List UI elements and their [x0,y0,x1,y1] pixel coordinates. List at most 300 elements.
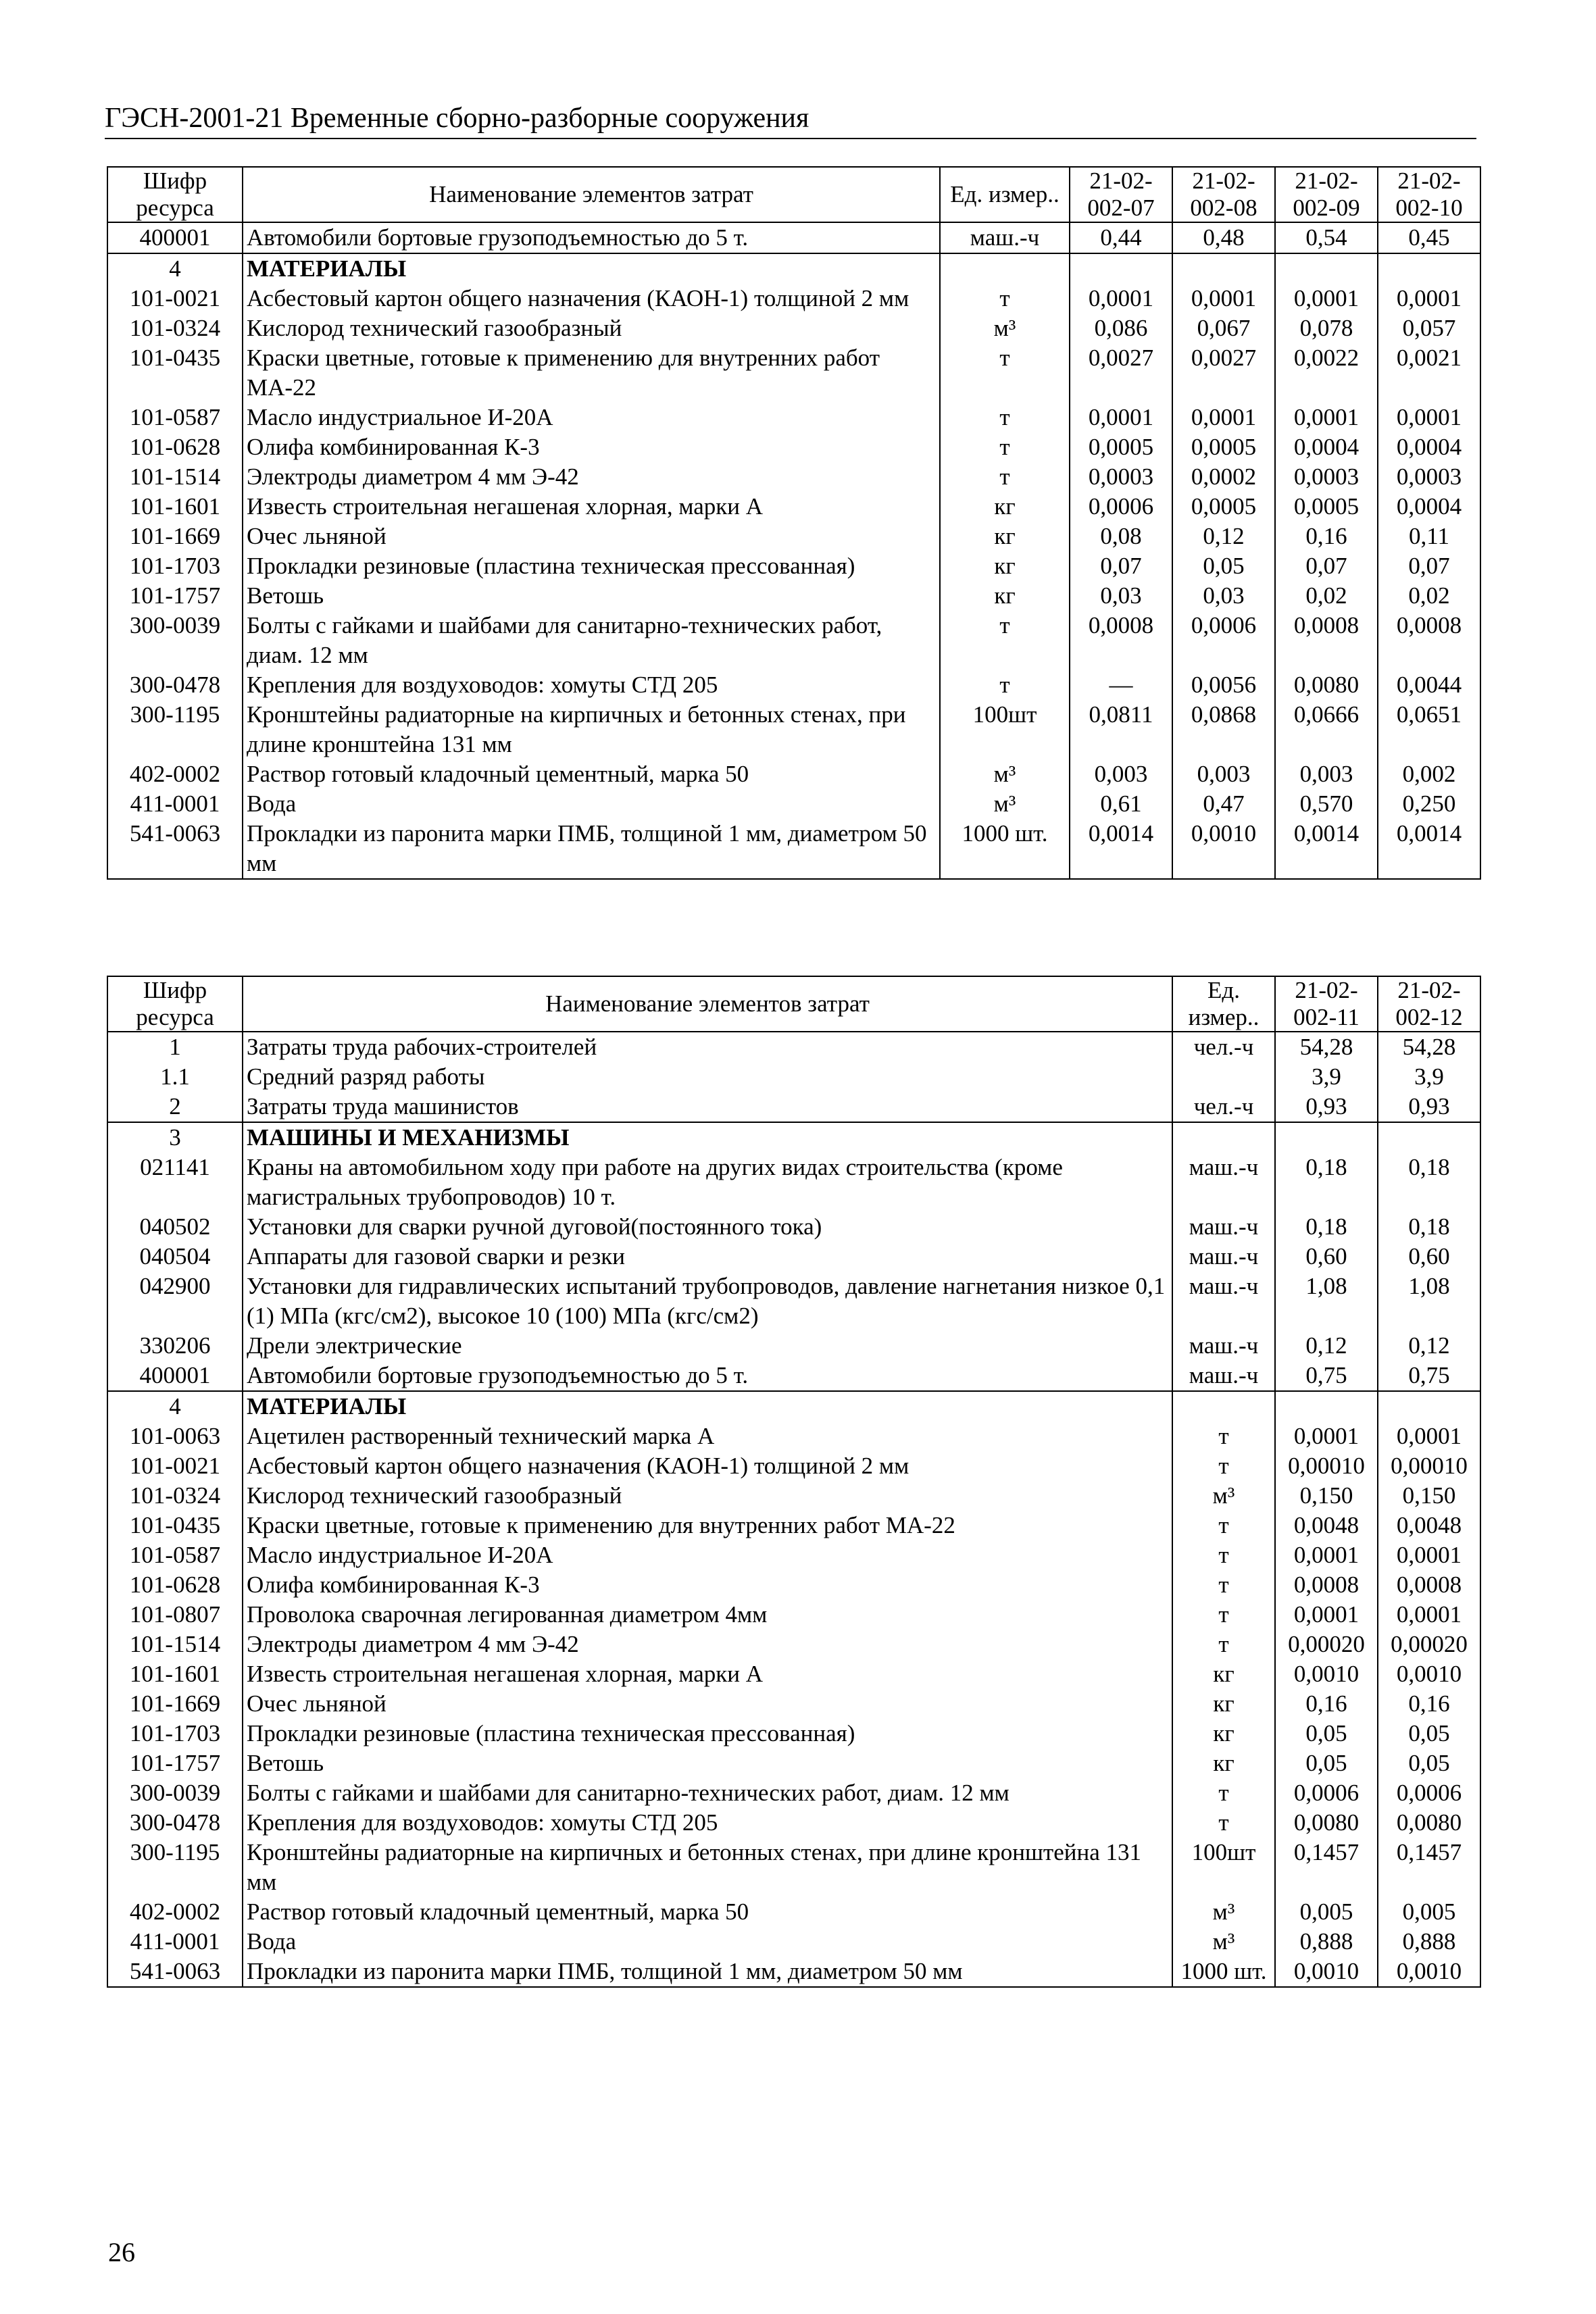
resource-name: Олифа комбинированная К-3 [243,432,940,462]
value-cell: 0,250 [1378,789,1480,819]
resource-code: 400001 [107,222,243,253]
table-row [107,1511,1480,1540]
table-row [107,1153,1480,1212]
unit-cell: м³ [940,789,1070,819]
table-row [107,1927,1480,1957]
value-cell: 0,48 [1172,222,1275,253]
resource-code: 411-0001 [107,789,243,819]
table-row [107,1570,1480,1600]
resource-name: Ветошь [243,1749,1172,1778]
value-cell [1378,253,1480,284]
resource-name: Вода [243,789,940,819]
value-cell: 0,0001 [1172,403,1275,432]
value-cell: 0,18 [1275,1153,1378,1212]
section-row [107,253,1480,284]
value-cell: 0,0008 [1378,1570,1480,1600]
resource-code: 101-0324 [107,1481,243,1511]
value-cell: 1,08 [1275,1272,1378,1331]
resource-code: 400001 [107,1361,243,1391]
value-cell: 0,0008 [1275,611,1378,670]
page-number: 26 [108,2237,135,2267]
resource-code: 101-0587 [107,1540,243,1570]
unit-cell: маш.-ч [1172,1242,1275,1272]
unit-cell: маш.-ч [1172,1361,1275,1391]
unit-cell: маш.-ч [1172,1153,1275,1212]
value-cell: 0,067 [1172,313,1275,343]
value-cell: 0,0010 [1378,1659,1480,1689]
resource-code: 101-0628 [107,432,243,462]
value-cell: 0,0006 [1378,1778,1480,1808]
value-cell: 0,0004 [1275,432,1378,462]
value-cell: 0,12 [1275,1331,1378,1361]
cost-table-1 [107,166,1481,880]
resource-code: 541-0063 [107,819,243,879]
table-row [107,551,1480,581]
value-cell: 0,0008 [1275,1570,1378,1600]
table-row [107,700,1480,759]
value-cell: 0,05 [1275,1719,1378,1749]
unit-cell: т [940,670,1070,700]
value-cell: 0,75 [1378,1361,1480,1391]
value-cell: — [1070,670,1172,700]
value-cell: 0,0006 [1172,611,1275,670]
value-cell: 0,18 [1378,1153,1480,1212]
resource-name: Асбестовый картон общего назначения (КАОН-1) толщиной 2 мм [243,1451,1172,1481]
table-row [107,1540,1480,1570]
resource-name: Прокладки резиновые (пластина техническая прессованная) [243,551,940,581]
resource-name: Вода [243,1927,1172,1957]
section-row [107,1391,1480,1422]
value-cell [1275,1391,1378,1422]
value-cell: 0,16 [1275,1689,1378,1719]
unit-cell: кг [1172,1719,1275,1749]
value-cell: 0,0003 [1275,462,1378,492]
value-cell: 0,05 [1172,551,1275,581]
value-cell: 0,07 [1070,551,1172,581]
value-cell: 0,00010 [1378,1451,1480,1481]
unit-cell: маш.-ч [1172,1331,1275,1361]
table-row [107,1659,1480,1689]
value-cell: 0,45 [1378,222,1480,253]
value-cell: 0,570 [1275,789,1378,819]
value-cell: 0,0001 [1070,403,1172,432]
resource-code: 101-1703 [107,1719,243,1749]
value-cell: 1,08 [1378,1272,1480,1331]
value-cell: 0,0006 [1275,1778,1378,1808]
unit-cell [1172,1062,1275,1092]
value-cell: 0,0666 [1275,700,1378,759]
resource-code: 040502 [107,1212,243,1242]
unit-cell: м³ [940,313,1070,343]
unit-cell: кг [1172,1659,1275,1689]
col-header-unit: Ед. измер.. [940,167,1070,222]
table-row [107,1481,1480,1511]
value-cell: 0,005 [1275,1897,1378,1927]
value-cell [1172,253,1275,284]
resource-name: Прокладки резиновые (пластина техническая прессованная) [243,1719,1172,1749]
unit-cell: м³ [1172,1927,1275,1957]
col-header-c1: 21-02-002-07 [1070,167,1172,222]
resource-name: Установки для сварки ручной дуговой(постоянного тока) [243,1212,1172,1242]
value-cell: 0,00020 [1378,1630,1480,1659]
unit-cell: кг [940,522,1070,551]
unit-cell: кг [940,551,1070,581]
resource-code: 300-1195 [107,700,243,759]
value-cell: 0,0004 [1378,492,1480,522]
resource-code: 101-0324 [107,313,243,343]
value-cell: 0,0021 [1378,343,1480,403]
value-cell: 0,05 [1378,1719,1480,1749]
value-cell: 54,28 [1378,1032,1480,1062]
table-row [107,403,1480,432]
value-cell: 0,02 [1275,581,1378,611]
col-header-unit: Ед. измер.. [1172,976,1275,1032]
value-cell: 0,0003 [1070,462,1172,492]
table-row [107,343,1480,403]
resource-name: Проволока сварочная легированная диаметром 4мм [243,1600,1172,1630]
resource-code: 101-1669 [107,522,243,551]
resource-name: Краски цветные, готовые к применению для внутренних работ МА-22 [243,1511,1172,1540]
resource-name: Электроды диаметром 4 мм Э-42 [243,1630,1172,1659]
unit-cell: 1000 шт. [940,819,1070,879]
value-cell: 0,0080 [1275,670,1378,700]
resource-code: 300-1195 [107,1838,243,1897]
resource-code: 101-1514 [107,462,243,492]
value-cell: 0,11 [1378,522,1480,551]
unit-cell: т [940,432,1070,462]
value-cell: 0,0001 [1378,1422,1480,1451]
unit-cell: т [1172,1630,1275,1659]
value-cell: 0,0014 [1378,819,1480,879]
resource-name: Электроды диаметром 4 мм Э-42 [243,462,940,492]
value-cell: 0,93 [1378,1092,1480,1122]
value-cell: 0,0080 [1378,1808,1480,1838]
resource-name: Краски цветные, готовые к применению для внутренних работ МА-22 [243,343,940,403]
table-row [107,284,1480,313]
value-cell: 0,0001 [1275,284,1378,313]
resource-name: Кронштейны радиаторные на кирпичных и бетонных стенах, при длине кронштейна 131 мм [243,1838,1172,1897]
resource-name: Олифа комбинированная К-3 [243,1570,1172,1600]
value-cell: 54,28 [1275,1032,1378,1062]
value-cell [1378,1122,1480,1153]
value-cell: 0,0005 [1172,432,1275,462]
unit-cell: т [940,462,1070,492]
value-cell: 0,0010 [1172,819,1275,879]
value-cell: 0,47 [1172,789,1275,819]
value-cell: 0,086 [1070,313,1172,343]
value-cell: 0,61 [1070,789,1172,819]
unit-cell: кг [940,581,1070,611]
resource-name: Масло индустриальное И-20А [243,403,940,432]
resource-name: Кислород технический газообразный [243,313,940,343]
resource-code: 300-0039 [107,611,243,670]
unit-cell: т [1172,1778,1275,1808]
value-cell: 0,003 [1172,759,1275,789]
col-header-code: Шифр ресурса [107,976,243,1032]
value-cell: 0,0010 [1275,1957,1378,1987]
resource-code: 101-0807 [107,1600,243,1630]
value-cell: 0,0001 [1070,284,1172,313]
unit-cell [940,253,1070,284]
table-row [107,1897,1480,1927]
value-cell: 0,07 [1378,551,1480,581]
unit-cell: маш.-ч [1172,1272,1275,1331]
value-cell: 0,002 [1378,759,1480,789]
value-cell: 0,0048 [1378,1511,1480,1540]
value-cell: 0,00010 [1275,1451,1378,1481]
value-cell: 0,0027 [1172,343,1275,403]
unit-cell: т [1172,1600,1275,1630]
value-cell: 0,0010 [1378,1957,1480,1987]
table-row [107,1451,1480,1481]
resource-name: Краны на автомобильном ходу при работе на других видах строительства (кроме магистральных трубопроводов) 10 т. [243,1153,1172,1212]
value-cell: 0,003 [1070,759,1172,789]
value-cell: 0,18 [1378,1212,1480,1242]
value-cell: 0,0005 [1172,492,1275,522]
value-cell: 0,05 [1275,1749,1378,1778]
resource-code: 2 [107,1092,243,1122]
table-row [107,1689,1480,1719]
resource-name: Очес льняной [243,522,940,551]
value-cell: 0,0044 [1378,670,1480,700]
page-header [105,101,1476,139]
table-row [107,432,1480,462]
value-cell: 0,0651 [1378,700,1480,759]
unit-cell: 100шт [1172,1838,1275,1897]
resource-code: 101-1757 [107,581,243,611]
table-row [107,1032,1480,1062]
unit-cell: т [1172,1422,1275,1451]
table-row [107,1062,1480,1092]
resource-code: 300-0478 [107,670,243,700]
resource-name: Дрели электрические [243,1331,1172,1361]
resource-name: Прокладки из паронита марки ПМБ, толщиной 1 мм, диаметром 50 мм [243,819,940,879]
resource-code: 101-0063 [107,1422,243,1451]
value-cell: 0,03 [1070,581,1172,611]
resource-code: 402-0002 [107,1897,243,1927]
value-cell: 0,0003 [1378,462,1480,492]
table-row [107,1838,1480,1897]
resource-code: 1.1 [107,1062,243,1092]
resource-name: Средний разряд работы [243,1062,1172,1092]
value-cell: 0,60 [1275,1242,1378,1272]
value-cell: 0,0005 [1070,432,1172,462]
value-cell: 0,12 [1378,1331,1480,1361]
value-cell: 0,078 [1275,313,1378,343]
table-row [107,1719,1480,1749]
col-header-c2: 21-02-002-08 [1172,167,1275,222]
unit-cell: 1000 шт. [1172,1957,1275,1987]
value-cell [1378,1391,1480,1422]
resource-name: Автомобили бортовые грузоподъемностью до 5 т. [243,222,940,253]
table-row [107,819,1480,879]
resource-code: 4 [107,253,243,284]
unit-cell: т [1172,1540,1275,1570]
unit-cell: т [940,343,1070,403]
resource-name: Масло индустриальное И-20А [243,1540,1172,1570]
table-row [107,611,1480,670]
value-cell: 0,0080 [1275,1808,1378,1838]
resource-code: 101-1601 [107,1659,243,1689]
col-header-name: Наименование элементов затрат [243,976,1172,1032]
value-cell: 0,44 [1070,222,1172,253]
value-cell: 0,0048 [1275,1511,1378,1540]
value-cell: 0,0006 [1070,492,1172,522]
value-cell: 0,0027 [1070,343,1172,403]
resource-name: Крепления для воздуховодов: хомуты СТД 205 [243,670,940,700]
resource-code: 101-0021 [107,1451,243,1481]
resource-name: Асбестовый картон общего назначения (КАОН-1) толщиной 2 мм [243,284,940,313]
resource-name: Затраты труда рабочих-строителей [243,1032,1172,1062]
unit-cell: кг [940,492,1070,522]
resource-name: Болты с гайками и шайбами для санитарно-технических работ, диам. 12 мм [243,611,940,670]
value-cell: 0,0014 [1070,819,1172,879]
section-title: МАТЕРИАЛЫ [243,253,940,284]
value-cell: 0,75 [1275,1361,1378,1391]
value-cell: 0,0001 [1378,1540,1480,1570]
value-cell: 0,03 [1172,581,1275,611]
value-cell: 0,0001 [1275,1600,1378,1630]
value-cell: 0,1457 [1275,1838,1378,1897]
resource-name: Раствор готовый кладочный цементный, марка 50 [243,759,940,789]
value-cell: 0,05 [1378,1749,1480,1778]
resource-name: Аппараты для газовой сварки и резки [243,1242,1172,1272]
col-header-c3: 21-02-002-09 [1275,167,1378,222]
resource-code: 541-0063 [107,1957,243,1987]
table-row [107,492,1480,522]
value-cell: 0,0811 [1070,700,1172,759]
section-row [107,1122,1480,1153]
table-row [107,1778,1480,1808]
resource-name: Раствор готовый кладочный цементный, марка 50 [243,1897,1172,1927]
value-cell: 0,0001 [1275,1540,1378,1570]
resource-name: Кронштейны радиаторные на кирпичных и бетонных стенах, при длине кронштейна 131 мм [243,700,940,759]
value-cell: 0,12 [1172,522,1275,551]
value-cell: 0,0001 [1275,403,1378,432]
value-cell: 0,0004 [1378,432,1480,462]
table-row [107,1092,1480,1122]
table-row [107,1600,1480,1630]
value-cell: 0,0002 [1172,462,1275,492]
page-title: ГЭСН-2001-21 Временные сборно-разборные сооружения [105,103,809,134]
unit-cell: маш.-ч [1172,1212,1275,1242]
table-row [107,1808,1480,1838]
value-cell: 0,888 [1378,1927,1480,1957]
value-cell: 0,0010 [1275,1659,1378,1689]
col-header-code: Шифр ресурса [107,167,243,222]
table-row [107,1630,1480,1659]
unit-cell: кг [1172,1689,1275,1719]
table-row [107,789,1480,819]
value-cell: 0,60 [1378,1242,1480,1272]
unit-cell [1172,1391,1275,1422]
table-row [107,759,1480,789]
table-row [107,222,1480,253]
table-header-row [107,167,1480,222]
resource-code: 402-0002 [107,759,243,789]
section-title: МАШИНЫ И МЕХАНИЗМЫ [243,1122,1172,1153]
unit-cell: чел.-ч [1172,1092,1275,1122]
resource-code: 101-1601 [107,492,243,522]
resource-code: 101-0587 [107,403,243,432]
resource-code: 411-0001 [107,1927,243,1957]
unit-cell: чел.-ч [1172,1032,1275,1062]
unit-cell: т [940,611,1070,670]
value-cell: 0,00020 [1275,1630,1378,1659]
resource-code: 101-1703 [107,551,243,581]
value-cell: 0,16 [1378,1689,1480,1719]
value-cell: 0,02 [1378,581,1480,611]
unit-cell: т [1172,1570,1275,1600]
value-cell: 0,0001 [1378,403,1480,432]
resource-code: 042900 [107,1272,243,1331]
col-header-c1: 21-02-002-11 [1275,976,1378,1032]
resource-code: 300-0478 [107,1808,243,1838]
resource-name: Ацетилен растворенный технический марка А [243,1422,1172,1451]
table-row [107,1272,1480,1331]
value-cell: 0,08 [1070,522,1172,551]
resource-code: 4 [107,1391,243,1422]
resource-name: Автомобили бортовые грузоподъемностью до 5 т. [243,1361,1172,1391]
resource-code: 1 [107,1032,243,1062]
unit-cell: т [1172,1451,1275,1481]
value-cell: 0,18 [1275,1212,1378,1242]
resource-code: 101-0021 [107,284,243,313]
table-row [107,1212,1480,1242]
value-cell: 0,0008 [1070,611,1172,670]
value-cell: 0,0022 [1275,343,1378,403]
resource-name: Известь строительная негашеная хлорная, марки А [243,492,940,522]
resource-name: Кислород технический газообразный [243,1481,1172,1511]
unit-cell: 100шт [940,700,1070,759]
col-header-c4: 21-02-002-10 [1378,167,1480,222]
value-cell: 0,888 [1275,1927,1378,1957]
unit-cell [1172,1122,1275,1153]
table-header-row [107,976,1480,1032]
resource-code: 101-0628 [107,1570,243,1600]
value-cell: 0,057 [1378,313,1480,343]
unit-cell: т [1172,1808,1275,1838]
unit-cell: т [940,284,1070,313]
unit-cell: м³ [1172,1481,1275,1511]
unit-cell: м³ [940,759,1070,789]
resource-code: 040504 [107,1242,243,1272]
resource-name: Крепления для воздуховодов: хомуты СТД 205 [243,1808,1172,1838]
table-row [107,1361,1480,1391]
resource-code: 021141 [107,1153,243,1212]
value-cell: 0,005 [1378,1897,1480,1927]
resource-code: 101-1757 [107,1749,243,1778]
value-cell [1275,1122,1378,1153]
resource-code: 3 [107,1122,243,1153]
resource-name: Ветошь [243,581,940,611]
value-cell: 0,16 [1275,522,1378,551]
resource-name: Прокладки из паронита марки ПМБ, толщиной 1 мм, диаметром 50 мм [243,1957,1172,1987]
value-cell: 0,93 [1275,1092,1378,1122]
value-cell: 0,0014 [1275,819,1378,879]
value-cell: 0,0001 [1378,1600,1480,1630]
resource-name: Установки для гидравлических испытаний трубопроводов, давление нагнетания низкое 0,1 (1) МПа (кгс/см2), высокое 10 (100) МПа (кгс/см2) [243,1272,1172,1331]
resource-name: Болты с гайками и шайбами для санитарно-технических работ, диам. 12 мм [243,1778,1172,1808]
value-cell [1070,253,1172,284]
resource-name: Затраты труда машинистов [243,1092,1172,1122]
table-row [107,1749,1480,1778]
table-row [107,1242,1480,1272]
resource-name: Очес льняной [243,1689,1172,1719]
value-cell: 0,0868 [1172,700,1275,759]
section-title: МАТЕРИАЛЫ [243,1391,1172,1422]
value-cell: 0,07 [1275,551,1378,581]
